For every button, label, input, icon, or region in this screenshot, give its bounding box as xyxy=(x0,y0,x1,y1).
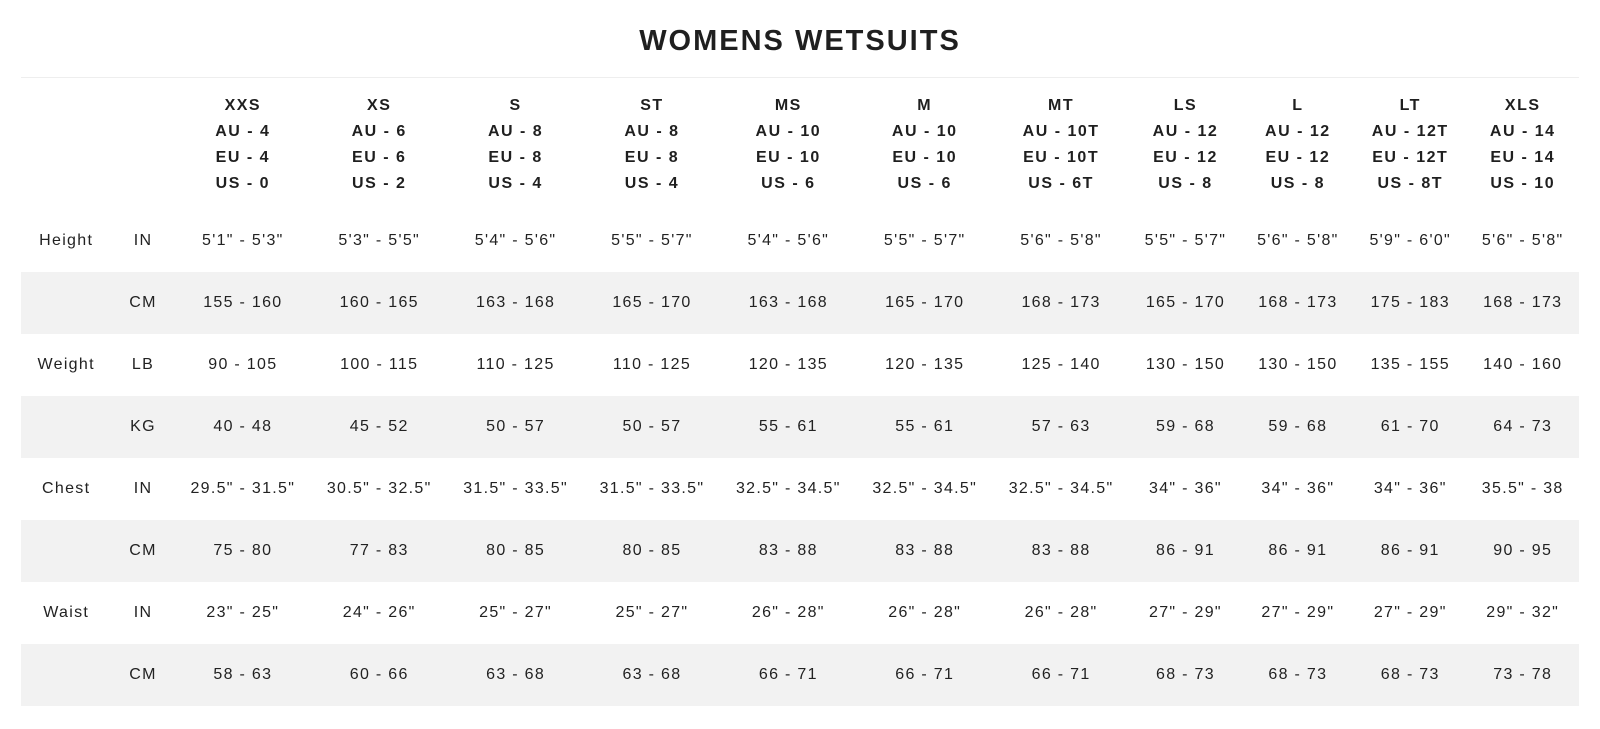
size-eu: EU - 10 xyxy=(892,149,958,166)
table-cell: 5'5" - 5'7" xyxy=(883,232,966,249)
table-row xyxy=(21,520,1579,582)
size-header-ls xyxy=(1129,80,1241,210)
table-cell: 57 - 63 xyxy=(993,396,1129,458)
table-cell: 25" - 27" xyxy=(615,604,689,621)
table-cell: 29.5" - 31.5" xyxy=(190,480,296,497)
table-cell: 165 - 170 xyxy=(857,272,993,334)
size-chart-scroll-area[interactable] xyxy=(21,80,1579,720)
table-cell: 61 - 70 xyxy=(1354,396,1466,458)
table-cell: 80 - 85 xyxy=(447,520,583,582)
size-eu: EU - 12 xyxy=(1265,149,1331,166)
table-cell: 83 - 88 xyxy=(857,520,993,582)
table-cell: 34" - 36" xyxy=(1261,480,1335,497)
table-cell: 45 - 52 xyxy=(311,396,447,458)
table-cell: 66 - 71 xyxy=(993,644,1129,706)
table-cell: 165 - 170 xyxy=(584,272,720,334)
measure-header xyxy=(21,80,111,210)
size-eu: EU - 10T xyxy=(1023,149,1100,166)
size-au: AU - 8 xyxy=(624,123,680,140)
table-cell: 5'6" - 5'8" xyxy=(1020,232,1102,249)
table-cell: 50 - 57 xyxy=(584,396,720,458)
table-cell: 160 - 165 xyxy=(311,272,447,334)
table-cell: 135 - 155 xyxy=(1370,356,1450,373)
table-cell: 63 - 68 xyxy=(584,644,720,706)
size-us: US - 6 xyxy=(897,175,952,192)
size-eu: EU - 8 xyxy=(488,149,543,166)
table-cell: 27" - 29" xyxy=(1373,604,1447,621)
table-cell: 100 - 115 xyxy=(340,356,419,373)
size-us: US - 2 xyxy=(352,175,407,192)
size-header-xxs xyxy=(175,80,311,210)
table-cell: 26" - 28" xyxy=(1024,604,1098,621)
table-cell: 26" - 28" xyxy=(888,604,962,621)
size-header-st xyxy=(584,80,720,210)
table-cell: 110 - 125 xyxy=(476,356,555,373)
unit-header xyxy=(111,80,174,210)
table-row xyxy=(21,644,1579,706)
size-au: AU - 12 xyxy=(1152,123,1219,140)
measure-label: Weight xyxy=(37,356,95,373)
table-cell: 25" - 27" xyxy=(479,604,553,621)
table-cell: 80 - 85 xyxy=(584,520,720,582)
size-name: LT xyxy=(1399,97,1421,114)
table-cell: 59 - 68 xyxy=(1242,396,1354,458)
size-header-ms xyxy=(720,80,856,210)
size-us: US - 8 xyxy=(1270,175,1326,192)
size-header-mt xyxy=(993,80,1129,210)
table-cell: 68 - 73 xyxy=(1129,644,1241,706)
table-cell: 27" - 29" xyxy=(1149,604,1222,621)
unit-label: CM xyxy=(111,644,174,706)
table-cell: 83 - 88 xyxy=(720,520,856,582)
page-title: WOMENS WETSUITS xyxy=(639,25,961,58)
size-header-xls xyxy=(1466,80,1579,210)
measure-label xyxy=(21,644,111,706)
size-us: US - 4 xyxy=(488,175,543,192)
table-cell: 120 - 135 xyxy=(748,356,828,373)
table-cell: 75 - 80 xyxy=(175,520,311,582)
table-row xyxy=(21,334,1579,396)
table-row xyxy=(21,458,1579,520)
table-cell: 29" - 32" xyxy=(1486,604,1560,621)
size-name: XXS xyxy=(224,97,262,114)
table-cell: 140 - 160 xyxy=(1483,356,1563,373)
size-au: AU - 12T xyxy=(1371,123,1449,140)
table-cell: 68 - 73 xyxy=(1354,644,1466,706)
size-header-row xyxy=(21,80,1579,210)
table-cell: 32.5" - 34.5" xyxy=(735,480,841,497)
unit-label: IN xyxy=(133,604,153,621)
table-cell: 60 - 66 xyxy=(311,644,447,706)
size-chart-body xyxy=(21,210,1579,706)
unit-label: KG xyxy=(111,396,174,458)
size-chart-table xyxy=(21,80,1579,706)
table-row xyxy=(21,396,1579,458)
table-cell: 34" - 36" xyxy=(1373,480,1447,497)
table-cell: 5'4" - 5'6" xyxy=(747,232,830,249)
table-cell: 5'6" - 5'8" xyxy=(1257,232,1339,249)
measure-label xyxy=(21,396,111,458)
size-header-l xyxy=(1242,80,1354,210)
size-name: ST xyxy=(640,97,664,114)
size-au: AU - 10T xyxy=(1022,123,1100,140)
table-row xyxy=(21,582,1579,644)
unit-label: IN xyxy=(133,232,153,249)
size-au: AU - 10 xyxy=(891,123,958,140)
table-row xyxy=(21,210,1579,272)
table-cell: 168 - 173 xyxy=(993,272,1129,334)
size-eu: EU - 14 xyxy=(1490,149,1556,166)
table-cell: 5'3" - 5'5" xyxy=(338,232,421,249)
size-eu: EU - 6 xyxy=(352,149,407,166)
title-divider xyxy=(21,77,1579,78)
table-cell: 59 - 68 xyxy=(1129,396,1241,458)
table-cell: 90 - 105 xyxy=(208,356,278,373)
table-cell: 155 - 160 xyxy=(175,272,311,334)
table-cell: 5'9" - 6'0" xyxy=(1369,232,1452,249)
size-us: US - 6 xyxy=(761,175,816,192)
size-us: US - 8T xyxy=(1377,175,1444,192)
table-cell: 86 - 91 xyxy=(1354,520,1466,582)
table-cell: 35.5" - 38 xyxy=(1481,480,1564,497)
size-us: US - 4 xyxy=(624,175,680,192)
size-header-s xyxy=(447,80,583,210)
table-cell: 175 - 183 xyxy=(1354,272,1466,334)
size-us: US - 0 xyxy=(215,175,271,192)
table-cell: 40 - 48 xyxy=(175,396,311,458)
size-name: XS xyxy=(367,97,392,114)
measure-label xyxy=(21,272,111,334)
table-cell: 66 - 71 xyxy=(857,644,993,706)
table-cell: 130 - 150 xyxy=(1145,356,1226,373)
table-cell: 68 - 73 xyxy=(1242,644,1354,706)
table-cell: 163 - 168 xyxy=(447,272,583,334)
size-name: LS xyxy=(1173,97,1198,114)
table-cell: 83 - 88 xyxy=(993,520,1129,582)
table-cell: 5'5" - 5'7" xyxy=(1144,232,1227,249)
table-cell: 5'4" - 5'6" xyxy=(474,232,557,249)
table-cell: 86 - 91 xyxy=(1129,520,1241,582)
size-eu: EU - 12T xyxy=(1372,149,1449,166)
table-cell: 130 - 150 xyxy=(1258,356,1338,373)
size-header-lt xyxy=(1354,80,1466,210)
size-eu: EU - 10 xyxy=(755,149,821,166)
table-cell: 125 - 140 xyxy=(1021,356,1101,373)
size-us: US - 6T xyxy=(1028,175,1094,192)
table-cell: 165 - 170 xyxy=(1129,272,1241,334)
table-cell: 23" - 25" xyxy=(206,604,280,621)
measure-label xyxy=(21,520,111,582)
size-eu: EU - 8 xyxy=(624,149,680,166)
table-cell: 5'5" - 5'7" xyxy=(611,232,693,249)
size-header-xs xyxy=(311,80,447,210)
table-cell: 30.5" - 32.5" xyxy=(326,480,432,497)
size-name: M xyxy=(917,97,933,114)
size-name: S xyxy=(509,97,522,114)
size-au: AU - 12 xyxy=(1265,123,1331,140)
table-cell: 5'1" - 5'3" xyxy=(202,232,284,249)
table-cell: 24" - 26" xyxy=(342,604,416,621)
table-cell: 55 - 61 xyxy=(720,396,856,458)
table-cell: 86 - 91 xyxy=(1242,520,1354,582)
table-cell: 168 - 173 xyxy=(1466,272,1579,334)
table-cell: 64 - 73 xyxy=(1466,396,1579,458)
measure-label: Chest xyxy=(42,480,91,497)
table-cell: 31.5" - 33.5" xyxy=(463,480,568,497)
table-cell: 90 - 95 xyxy=(1466,520,1579,582)
size-eu: EU - 4 xyxy=(215,149,271,166)
table-cell: 163 - 168 xyxy=(720,272,856,334)
table-cell: 77 - 83 xyxy=(311,520,447,582)
table-cell: 5'6" - 5'8" xyxy=(1481,232,1564,249)
table-cell: 120 - 135 xyxy=(885,356,965,373)
table-cell: 55 - 61 xyxy=(857,396,993,458)
size-name: L xyxy=(1292,97,1304,114)
table-cell: 110 - 125 xyxy=(612,356,692,373)
size-au: AU - 6 xyxy=(351,123,407,140)
size-au: AU - 10 xyxy=(755,123,822,140)
size-header-m xyxy=(857,80,993,210)
table-cell: 63 - 68 xyxy=(447,644,583,706)
size-au: AU - 8 xyxy=(487,123,544,140)
unit-label: CM xyxy=(111,272,174,334)
size-au: AU - 14 xyxy=(1489,123,1556,140)
table-cell: 34" - 36" xyxy=(1149,480,1222,497)
table-cell: 73 - 78 xyxy=(1466,644,1579,706)
size-eu: EU - 12 xyxy=(1153,149,1218,166)
table-cell: 26" - 28" xyxy=(751,604,825,621)
table-cell: 32.5" - 34.5" xyxy=(1008,480,1114,497)
table-cell: 50 - 57 xyxy=(447,396,583,458)
size-au: AU - 4 xyxy=(215,123,271,140)
table-cell: 168 - 173 xyxy=(1242,272,1354,334)
measure-label: Waist xyxy=(43,604,90,621)
table-cell: 31.5" - 33.5" xyxy=(599,480,705,497)
size-us: US - 8 xyxy=(1158,175,1213,192)
size-name: XLS xyxy=(1504,97,1541,114)
unit-label: LB xyxy=(131,356,155,373)
table-row xyxy=(21,272,1579,334)
size-name: MT xyxy=(1048,97,1075,114)
table-cell: 32.5" - 34.5" xyxy=(872,480,978,497)
table-cell: 58 - 63 xyxy=(175,644,311,706)
table-cell: 27" - 29" xyxy=(1261,604,1335,621)
unit-label: CM xyxy=(111,520,174,582)
size-name: MS xyxy=(774,97,802,114)
measure-label: Height xyxy=(39,232,94,249)
unit-label: IN xyxy=(133,480,153,497)
size-us: US - 10 xyxy=(1490,175,1556,192)
table-cell: 66 - 71 xyxy=(720,644,856,706)
